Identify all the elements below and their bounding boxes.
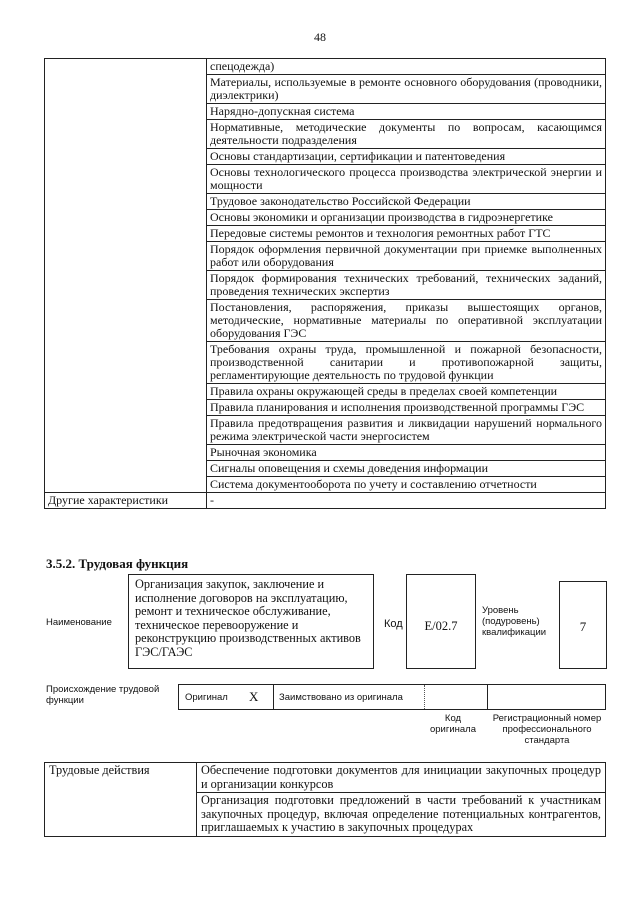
knowledge-item: Правила охраны окружающей среды в пределах своей компетенции: [207, 384, 606, 400]
knowledge-item: Рыночная экономика: [207, 445, 606, 461]
knowledge-item: спецодежда): [207, 59, 606, 75]
action-row: [45, 763, 606, 793]
knowledge-item: Требования охраны труда, промышленной и пожарной безопасности, производственной санитарии и противопожарной защиты, регламентирующие деятельность по трудовой функции: [207, 342, 606, 384]
knowledge-item: Сигналы оповещения и схемы доведения информации: [207, 461, 606, 477]
code-value-box: E/02.7: [406, 574, 476, 669]
origin-label: Происхождение трудовой функции: [46, 684, 160, 706]
origin-reg-caption: Регистрационный номер профессионального стандарта: [492, 713, 602, 746]
action-item: Организация подготовки предложений в части требований к участникам закупочных процедур, включая определение потенциальных контрагентов, приглашаемых к участию в закупочных процедурах: [197, 793, 606, 837]
knowledge-item: Нормативные, методические документы по вопросам, касающимся деятельности подразделения: [207, 120, 606, 149]
page-number: 48: [314, 30, 326, 44]
origin-divider-1: [273, 685, 274, 709]
actions-label: Трудовые действия: [45, 763, 197, 837]
knowledge-item: Передовые системы ремонтов и технология ремонтных работ ГТС: [207, 226, 606, 242]
level-value-box: 7: [559, 581, 607, 669]
code-label: Код: [384, 618, 403, 630]
other-characteristics-value: -: [207, 493, 606, 509]
other-characteristics-row: [45, 493, 606, 509]
name-label: Наименование: [46, 617, 112, 628]
knowledge-item: Основы технологического процесса производства электрической энергии и мощности: [207, 165, 606, 194]
knowledge-row: [45, 59, 606, 75]
knowledge-item: Нарядно-допускная система: [207, 104, 606, 120]
origin-original-label: Оригинал: [185, 692, 228, 703]
action-item: Обеспечение подготовки документов для инициации закупочных процедур и организации конкурсов: [197, 763, 606, 793]
knowledge-item: Материалы, используемые в ремонте основного оборудования (проводники, диэлектрики): [207, 75, 606, 104]
origin-divider-3: [487, 685, 488, 709]
function-name-box: Организация закупок, заключение и исполнение договоров на эксплуатацию, ремонт и техническое обслуживание, техническое перевооружение и реконструкцию производственных активов ГЭС/ГАЭС: [128, 574, 374, 669]
knowledge-left-cell: [45, 59, 207, 493]
knowledge-item: Система документооборота по учету и составлению отчетности: [207, 477, 606, 493]
origin-divider-2: [424, 685, 425, 709]
level-label: Уровень (подуровень) квалификации: [482, 605, 547, 638]
knowledge-item: Правила предотвращения развития и ликвидации нарушений нормального режима электрической части энергосистем: [207, 416, 606, 445]
other-characteristics-label: Другие характеристики: [45, 493, 207, 509]
knowledge-table: [44, 58, 606, 509]
origin-code-caption: Код оригинала: [429, 713, 476, 735]
origin-row: [178, 684, 606, 710]
knowledge-item: Порядок формирования технических требований, технических заданий, проведения технических экспертиз: [207, 271, 606, 300]
knowledge-item: Постановления, распоряжения, приказы вышестоящих органов, методические, нормативные материалы по оперативной эксплуатации оборудования ГЭС: [207, 300, 606, 342]
origin-mark: X: [249, 689, 259, 704]
knowledge-item: Основы стандартизации, сертификации и патентоведения: [207, 149, 606, 165]
knowledge-item: Порядок оформления первичной документации при приемке выполненных работ или оборудования: [207, 242, 606, 271]
knowledge-item: Правила планирования и исполнения производственной программы ГЭС: [207, 400, 606, 416]
knowledge-item: Основы экономики и организации производства в гидроэнергетике: [207, 210, 606, 226]
section-heading: 3.5.2. Трудовая функция: [46, 556, 189, 571]
origin-borrowed-label: Заимствовано из оригинала: [279, 692, 403, 703]
actions-table: [44, 762, 606, 837]
knowledge-item: Трудовое законодательство Российской Федерации: [207, 194, 606, 210]
